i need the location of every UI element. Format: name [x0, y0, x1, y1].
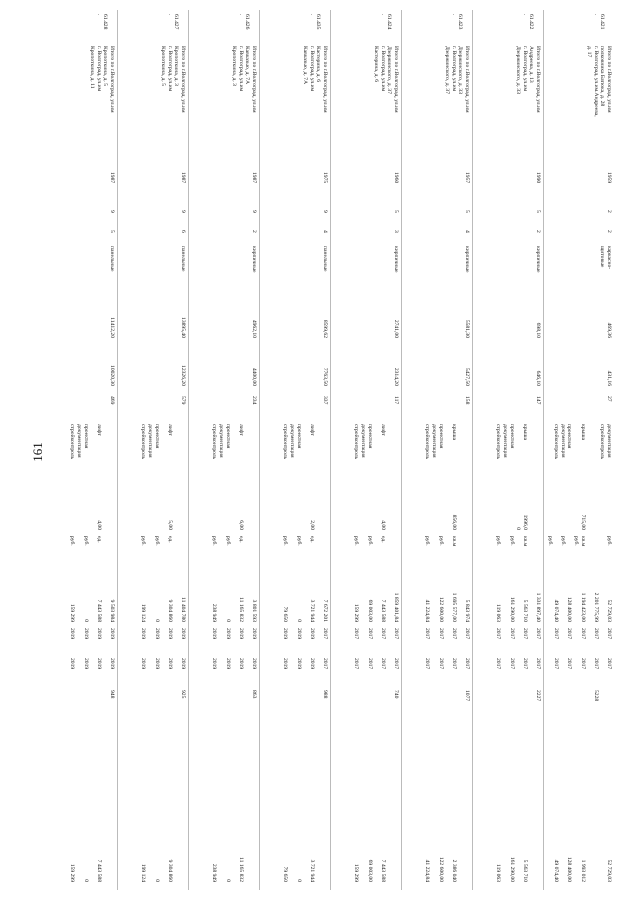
cell-c7: 158 — [464, 396, 470, 405]
cell-c6: 431,16 — [606, 370, 612, 386]
cell-c2: 9 — [251, 210, 257, 213]
cell-c1: 1957 — [464, 172, 470, 184]
cell-y2: 2017 2019 2019 2019 — [282, 658, 328, 670]
cell-y1: 2019 2019 2019 2019 — [69, 628, 115, 640]
cell-qty: 5,00 — [166, 520, 173, 530]
cell-c4: кирпичные — [393, 246, 399, 273]
cell-tot: 7 443 588 69 003,00 159 299 — [353, 859, 386, 882]
cell-qty: 1996,0 0 — [515, 514, 528, 530]
cell-c1: 1987 — [251, 172, 257, 184]
cell-cost: 7 672 201 3 721 944 0 79 650 — [282, 599, 328, 622]
cell-c2: 2 — [606, 210, 612, 213]
cell-unit: кв.м руб. руб. — [424, 536, 457, 547]
cell-c4: панельные — [109, 246, 115, 272]
cell-c7: 469 — [109, 396, 115, 405]
cell-tot: 52 729,03 1 993 012 128 400,00 49 074,40 — [553, 856, 612, 882]
cell-y1: 2017 2017 2017 2017 — [424, 628, 470, 640]
cell-c6: 12326,20 — [180, 365, 186, 386]
cell-c5: 8599,62 — [322, 319, 328, 338]
rotated-register-table — [40, 10, 620, 890]
cell-y2: 2019 2019 2019 2019 — [211, 658, 257, 670]
cell-c7: 579 — [180, 396, 186, 405]
cell-c6: 646,10 — [535, 370, 541, 386]
cell-tot: 5 563 710 161 290,00 119 063 — [495, 856, 528, 882]
cell-cost: 1 331 897,40 5 563 710 161 290,00 119 063 — [495, 592, 541, 622]
cell-unit: ед. руб. руб. — [211, 536, 244, 546]
cell-unit: ед. руб. руб. — [353, 536, 386, 546]
cell-unit: ед. руб. руб. — [69, 536, 102, 546]
cell-work: лифт проектная документация стройконтроль — [211, 424, 244, 460]
cell-y2: 2017 2017 2017 2017 2017 — [553, 658, 612, 670]
cell-addr: Итого по г.Волгоград, ул.им Кропоткина, д. 5 г. Волгоград, ул.им Кропоткина, д. 11 — [89, 46, 115, 113]
row-divider — [188, 10, 189, 890]
cell-cost: 9 503 984 7 443 588 0 159 299 — [69, 599, 115, 622]
cell-cost: 11 404 780 9 304 860 0 199 124 — [140, 597, 186, 622]
cell-n: 948 — [109, 690, 115, 699]
cell-cost: 5 843 974 1 695 577,00 122 600,00 41 224,84 — [424, 592, 470, 622]
cell-work: крыша проектная документация стройконтроль — [495, 424, 528, 460]
cell-tot: 2 386 040 122 600,00 41 224,84 — [424, 856, 457, 882]
cell-y1: 2017 2017 2017 2017 — [495, 628, 541, 640]
cell-c4: панельные — [322, 246, 328, 272]
cell-y2: 2017 2017 2017 2017 — [424, 658, 470, 670]
cell-qty: 4,00 — [379, 520, 386, 530]
cell-addr: Итого по г.Волгоград, ул.им Кавказью, д. 7А г. Волгоград, ул.им Кропоткина, д. 3 — [231, 46, 257, 113]
cell-addr: Итого по г.Волгоград, ул.им Кропоткина, д. 3 г. Волгоград, ул.им Кропоткина, д. 5 — [160, 46, 186, 113]
cell-c6: 10020,30 — [109, 365, 115, 386]
cell-unit: ед. руб. руб. — [282, 536, 315, 546]
cell-num: 61.428 . — [95, 14, 109, 30]
cell-c2: 5 — [464, 210, 470, 213]
cell-unit: руб. кв.м руб. руб. руб. — [546, 536, 612, 547]
cell-c4: кирпичные — [251, 246, 257, 273]
cell-n: 1077 — [464, 690, 470, 702]
cell-work: лифт проектная документация стройконтроль — [353, 424, 386, 460]
row-divider — [330, 10, 331, 890]
cell-addr: Итого по г.Волгоград, ул.им Кастерина, д. 6 г. Волгоград, ул.им Кавказью, д. 7А — [302, 46, 328, 113]
cell-n: 988 — [322, 690, 328, 699]
cell-cost: 52 729,03 2 201 775,99 1 194 423,00 128 400,00 49 074,40 — [553, 592, 612, 622]
cell-c4: кирпичные — [535, 246, 541, 273]
cell-tot: 3 721 944 0 79 650 — [282, 859, 315, 882]
cell-num: 61.435 . — [308, 14, 322, 30]
cell-c3: 4 — [322, 230, 328, 233]
cell-work: лифт проектная документация стройконтроль — [69, 424, 102, 460]
cell-unit: ед. руб. руб. — [140, 536, 173, 546]
cell-c5: 698,10 — [535, 322, 541, 338]
cell-c3: 2 — [251, 230, 257, 233]
row-divider — [259, 10, 260, 890]
cell-tot: 11 165 832 0 238 949 — [211, 857, 244, 882]
page-number: 161 — [30, 442, 45, 462]
cell-addr: Итого по г.Волгоград, ул.им полковника Батюка, д. 28 г. Волгоград, ул.им.Андреева, д. 17 — [586, 46, 612, 117]
row-divider — [117, 10, 118, 890]
cell-c1: 1987 — [109, 172, 115, 184]
cell-c2: 5 — [393, 210, 399, 213]
cell-work: лифт проектная документация стройконтроль — [140, 424, 173, 460]
cell-y2: 2019 2019 2019 2019 — [140, 658, 186, 670]
cell-c1: 1990 — [535, 172, 541, 184]
cell-addr: Итого по г.Волгоград, ул.им Дзержинского, д. 33 г. Волгоград, ул.им Дзержинского, д. 37 — [444, 46, 470, 113]
cell-y1: 2017 2017 2017 2017 2017 — [553, 628, 612, 640]
cell-c6: 5427,50 — [464, 367, 470, 386]
cell-c5: 5581,30 — [464, 319, 470, 338]
cell-y1: 2017 2017 2017 2017 — [353, 628, 399, 640]
cell-c7: 234 — [251, 396, 257, 405]
cell-qty: 6,00 — [237, 520, 244, 530]
cell-c5: 13895,40 — [180, 317, 186, 338]
cell-qty: 2,00 — [308, 520, 315, 530]
cell-qty: 4,00 — [95, 520, 102, 530]
cell-tot: 9 304 860 0 199 124 — [140, 859, 173, 882]
cell-c1: 1987 — [180, 172, 186, 184]
cell-n: 740 — [393, 690, 399, 699]
cell-c5: 2741,00 — [393, 319, 399, 338]
cell-work: документация стройконтроль крыша проектная документация стройконтроль — [553, 424, 612, 460]
cell-c7: 147 — [535, 396, 541, 405]
cell-c6: 2314,20 — [393, 367, 399, 386]
cell-n: 5228 — [592, 690, 599, 702]
cell-y1: 2019 2019 2019 2019 — [211, 628, 257, 640]
row-divider — [401, 10, 402, 890]
cell-addr: Итого по г.Волгоград, ул.им Дзержинского, д. 37 г. Волгоград, ул.им Кастерина, д. 6 — [373, 46, 399, 113]
cell-y2: 2019 2019 2019 2019 — [69, 658, 115, 670]
row-divider — [543, 10, 544, 890]
cell-c3: 3 — [393, 230, 399, 233]
cell-n: 2227 — [535, 690, 541, 702]
cell-y1: 2017 2019 2019 2019 — [282, 628, 328, 640]
cell-y2: 2017 2017 2017 2017 — [495, 658, 541, 670]
cell-y2: 2017 2017 2017 2017 — [353, 658, 399, 670]
cell-tot: 7 443 588 0 159 299 — [69, 859, 102, 882]
cell-addr: Итого по г.Волгоград, ул.им Андреева, д. 13 г. Волгоград, ул.им Дзержинского, д. 33 — [515, 46, 541, 113]
cell-c3: 4 — [464, 230, 470, 233]
cell-num: 61.424 . — [379, 14, 393, 30]
cell-c4: каркасно- щитовые — [599, 246, 612, 270]
cell-c3: 2 — [606, 230, 612, 233]
cell-c2: 9 — [322, 210, 328, 213]
cell-num: 61.421 . — [592, 14, 606, 30]
cell-num: 61.422 . — [521, 14, 535, 30]
cell-c3: 2 — [535, 230, 541, 233]
cell-c7: 117 — [393, 396, 399, 405]
cell-c1: 1959 — [606, 172, 612, 184]
cell-c5: 4962,10 — [251, 319, 257, 338]
cell-c1: 1975 — [322, 172, 328, 184]
cell-c7: 337 — [322, 396, 328, 405]
cell-unit: кв.м руб. руб. — [495, 536, 528, 547]
cell-c5: 11412,20 — [109, 317, 115, 338]
cell-cost: 1 859 401,84 7 443 588 69 003,00 159 299 — [353, 592, 399, 622]
cell-cost: 3 801 593 11 165 832 0 238 949 — [211, 597, 257, 622]
cell-work: крыша проектная документация стройконтроль — [424, 424, 457, 460]
cell-c6: 4400,00 — [251, 367, 257, 386]
cell-c4: кирпичные — [464, 246, 470, 273]
cell-c2: 9 — [180, 210, 186, 213]
cell-c6: 7763,50 — [322, 367, 328, 386]
cell-c2: 9 — [109, 210, 115, 213]
cell-n: 925 — [180, 690, 186, 699]
cell-qty: 856,00 — [450, 514, 457, 530]
cell-c2: 5 — [535, 210, 541, 213]
cell-c4: панельные — [180, 246, 186, 272]
cell-y1: 2019 2019 2019 2019 — [140, 628, 186, 640]
cell-num: 61.423 . — [450, 14, 464, 30]
cell-num: 61.426 . — [237, 14, 251, 30]
cell-c3: 5 — [109, 230, 115, 233]
cell-c7: 27 — [606, 396, 612, 402]
cell-c1: 1960 — [393, 172, 399, 184]
cell-n: 863 — [251, 690, 257, 699]
cell-qty: 715,00 — [579, 514, 586, 530]
row-divider — [472, 10, 473, 890]
cell-c3: 6 — [180, 230, 186, 233]
cell-c5: 469,36 — [606, 322, 612, 338]
cell-num: 61.427 . — [166, 14, 180, 30]
cell-work: лифт проектная документация стройконтроль — [282, 424, 315, 460]
